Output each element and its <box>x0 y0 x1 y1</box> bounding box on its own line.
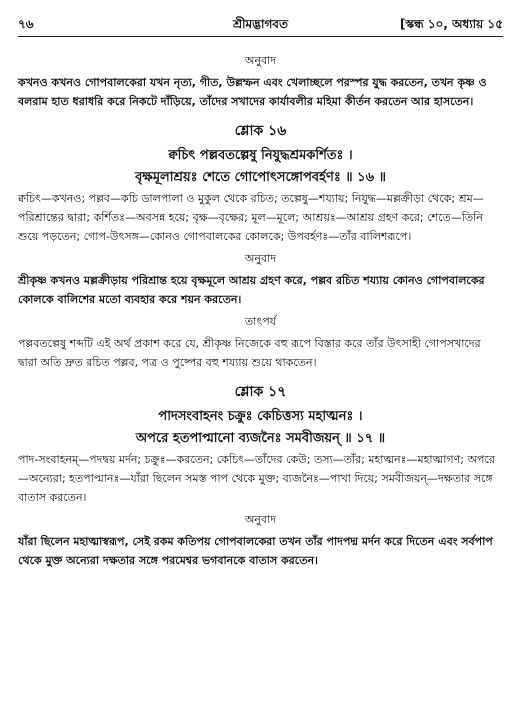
book-title: শ্রীমদ্ভাগবত <box>232 17 288 31</box>
sanskrit-verse: ক্বচিৎ পল্লবতল্পেষু নিযুদ্ধশ্রমকর্শিতঃ । <box>168 148 353 163</box>
chapter-label: [স্কন্ধ ১০, অধ্যায় ১৫ <box>399 17 503 31</box>
section-heading: অনুবাদ <box>244 252 277 265</box>
verse-number: শ্লোক ১৭ <box>234 384 287 400</box>
page-number: ৭৬ <box>18 17 34 31</box>
sanskrit-verse: পাদসংবাহনং চক্রুঃ কেচিত্তস্য মহাত্মনঃ । <box>158 409 363 424</box>
word-meanings: পাদ-সংবাহনম্—পদদ্বয় মর্দন; চক্রুঃ—করতেন; কেচিৎ—তাঁদের কেউ; তস্য—তাঁর; মহাত্মনঃ—মহাত্মাগণ; অপরে—অন্যেরা; হতপাপ্মানঃ—যাঁরা ছিলেন সমস্ত পাপ থেকে মুক্ত; ব্যজনৈঃ—পাখা দিয়ে; সমবীজয়ন্—দক্ষতার সঙ্গে বাতাস করতেন। <box>18 453 495 504</box>
sanskrit-verse: বৃক্ষমূলাশ্রয়ঃ শেতে গোপোৎসঙ্গোপবর্হণঃ ॥ ১৬ ॥ <box>135 170 386 185</box>
verse-number: শ্লোক ১৬ <box>234 123 287 139</box>
translation-text: যাঁরা ছিলেন মহাত্মাস্বরূপ, সেই রকম কতিপয় গোপবালকেরা তখন তাঁর পাদপদ্ম মর্দন করে দিতেন এবং সর্বপাপ থেকে মুক্ত অন্যেরা দক্ষতার সঙ্গে পরমেশ্বর ভগবানকে বাতাস করতেন। <box>18 535 493 567</box>
word-meanings: ক্বচিৎ—কখনও; পল্লব—কচি ডালপালা ও মুকুল থেকে রচিত; তল্পেষু—শয্যায়; নিযুদ্ধ—মল্লক্রীড়া থেকে; শ্রম—পরিশ্রান্তের দ্বারা; কর্শিতঃ—অবসন্ন হয়ে; বৃক্ষ—বৃক্ষের; মূল—মূলে; আশ্রয়ঃ—আশ্রয় গ্রহণ করে; শেতে—তিনি শুয়ে পড়তেন; গোপ-উৎসঙ্গ—কোনও গোপবালকের কোলকে; উপবর্হণঃ—তাঁর বালিশরূপে। <box>18 192 484 243</box>
translation-text: কখনও কখনও গোপবালকেরা যখন নৃত্য, গীত, উল্লম্ফন এবং খেলাচ্ছলে পরস্পর যুদ্ধ করতেন, তখন কৃষ্ণ ও বলরাম হাত ধরাধরি করে নিকটে দাঁড়িয়ে, তাঁদের সখাদের কার্যাবলীর মহিমা কীর্তন করতেন আর হাসতেন। <box>18 76 487 108</box>
section-heading: অনুবাদ <box>244 513 277 526</box>
word-meanings: পল্লবতল্পেষু শব্দটি এই অর্থ প্রকাশ করে যে, শ্রীকৃষ্ণ নিজেকে বহু রূপে বিস্তার করে তাঁর উৎসাহী গোপসখাদের দ্বারা অতি দ্রুত রচিত পল্লব, পত্র ও পুষ্পের বহু শয্যায় শুয়ে থাকতেন। <box>18 337 481 369</box>
sanskrit-verse: অপরে হতপাপ্মানো ব্যজনৈঃ সমবীজয়ন্ ॥ ১৭ ॥ <box>135 431 386 446</box>
page-content <box>18 48 503 570</box>
section-heading: তাৎপর্য <box>244 315 277 328</box>
page-header <box>18 16 503 34</box>
header-rule <box>18 36 503 37</box>
translation-text: শ্রীকৃষ্ণ কখনও মল্লক্রীড়ায় পরিশ্রান্ত হয়ে বৃক্ষমূলে আশ্রয় গ্রহণ করে, পল্লব রচিত শয্যায় কোনও গোপবালকের কোলকে বালিশের মতো ব্যবহার করে শয়ন করতেন। <box>18 274 485 306</box>
section-heading: অনুবাদ <box>244 54 277 67</box>
